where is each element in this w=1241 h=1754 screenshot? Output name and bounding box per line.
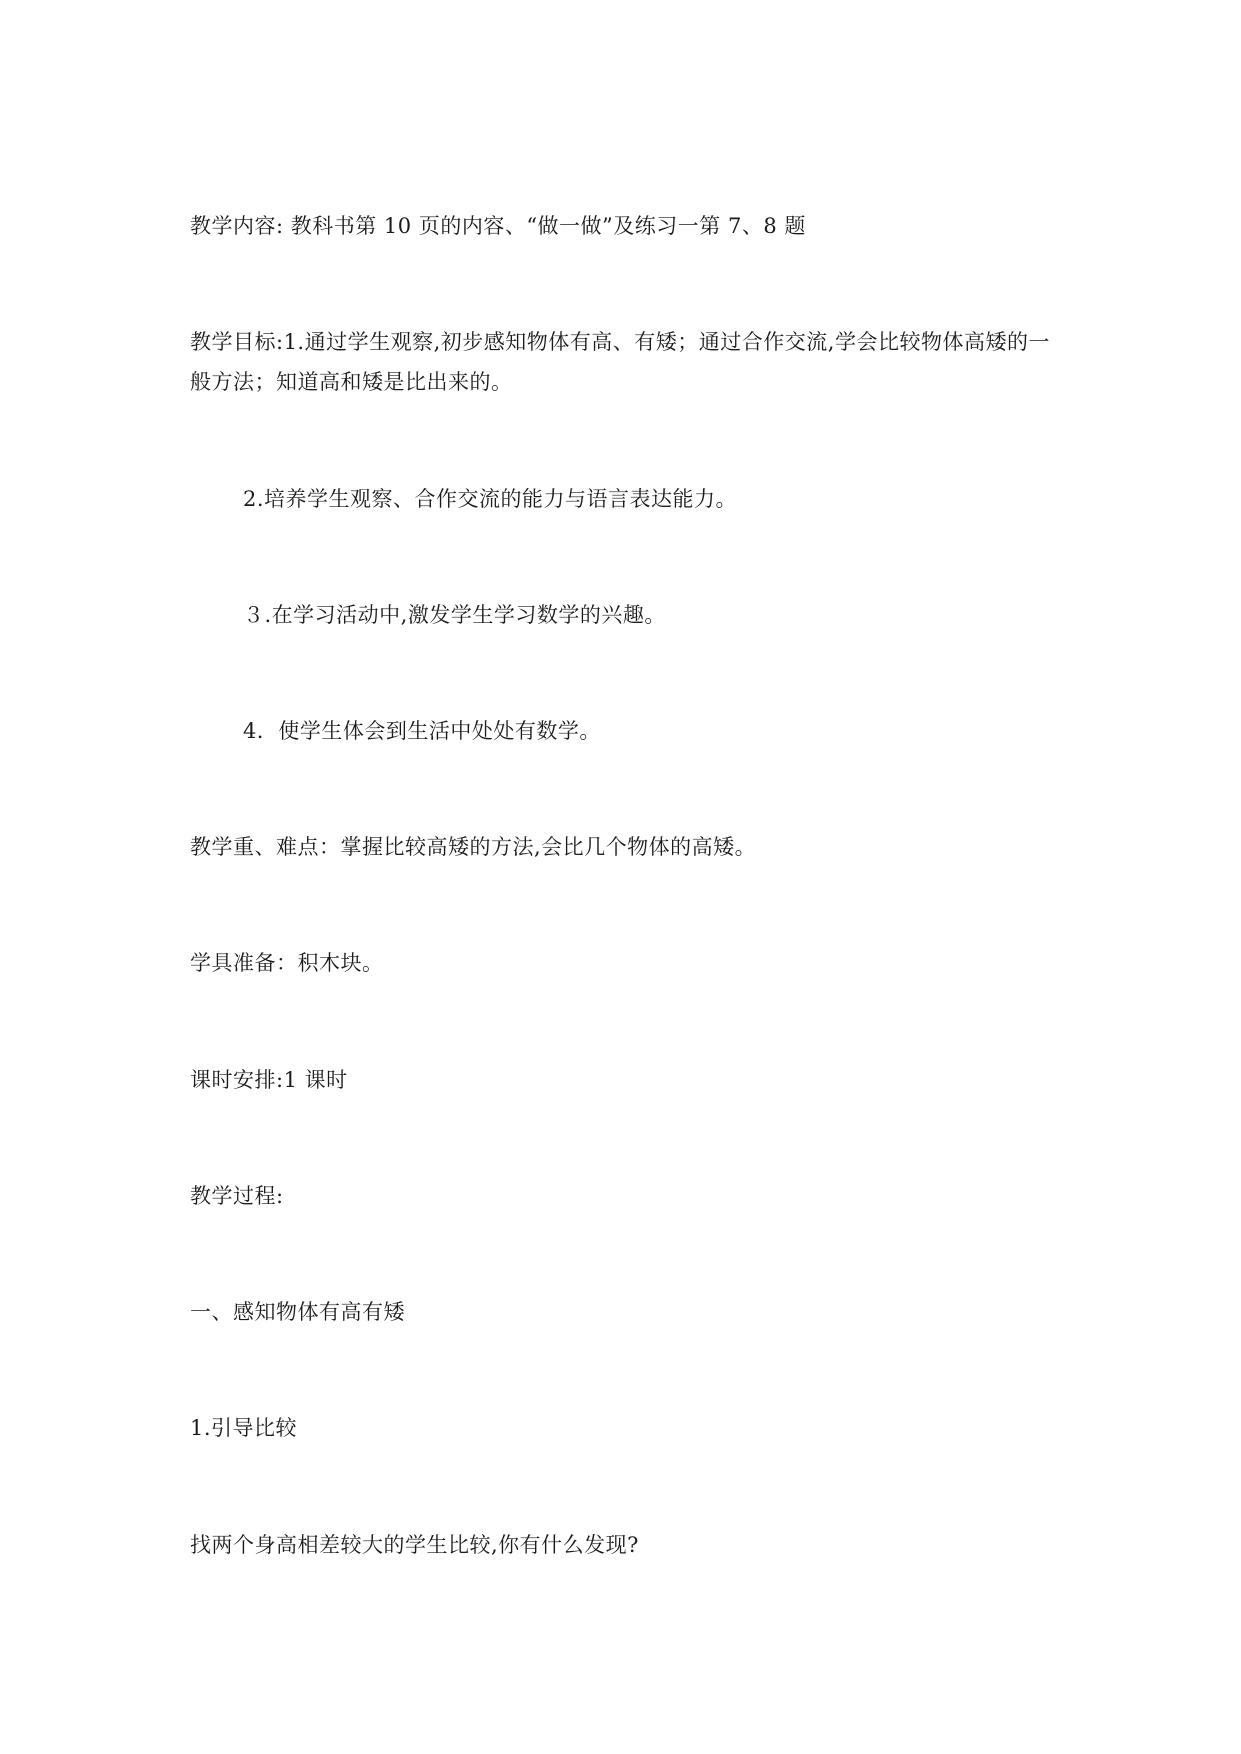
step-1-heading: 1.引导比较 <box>190 1416 298 1440</box>
process-heading: 教学过程: <box>190 1184 284 1208</box>
teaching-goals-line-2: 般方法；知道高和矮是比出来的。 <box>190 370 513 394</box>
teaching-goal-4: 4．使学生体会到生活中处处有数学。 <box>243 719 601 743</box>
teaching-content: 教学内容: 教科书第 10 页的内容、“做一做”及练习一第 7、8 题 <box>190 214 806 238</box>
section-1-heading: 一、感知物体有高有矮 <box>190 1300 405 1324</box>
teaching-goal-3: ３.在学习活动中,激发学生学习数学的兴趣。 <box>243 603 666 627</box>
class-schedule: 课时安排:1 课时 <box>190 1068 348 1092</box>
teaching-goals-line-1: 教学目标:1.通过学生观察,初步感知物体有高、有矮；通过合作交流,学会比较物体高矮的一 <box>190 330 1050 354</box>
materials: 学具准备：积木块。 <box>190 951 384 975</box>
step-1-text: 找两个身高相差较大的学生比较,你有什么发现? <box>190 1533 639 1557</box>
teaching-goal-2: 2.培养学生观察、合作交流的能力与语言表达能力。 <box>243 487 738 511</box>
key-points: 教学重、难点：掌握比较高矮的方法,会比几个物体的高矮。 <box>190 835 757 859</box>
